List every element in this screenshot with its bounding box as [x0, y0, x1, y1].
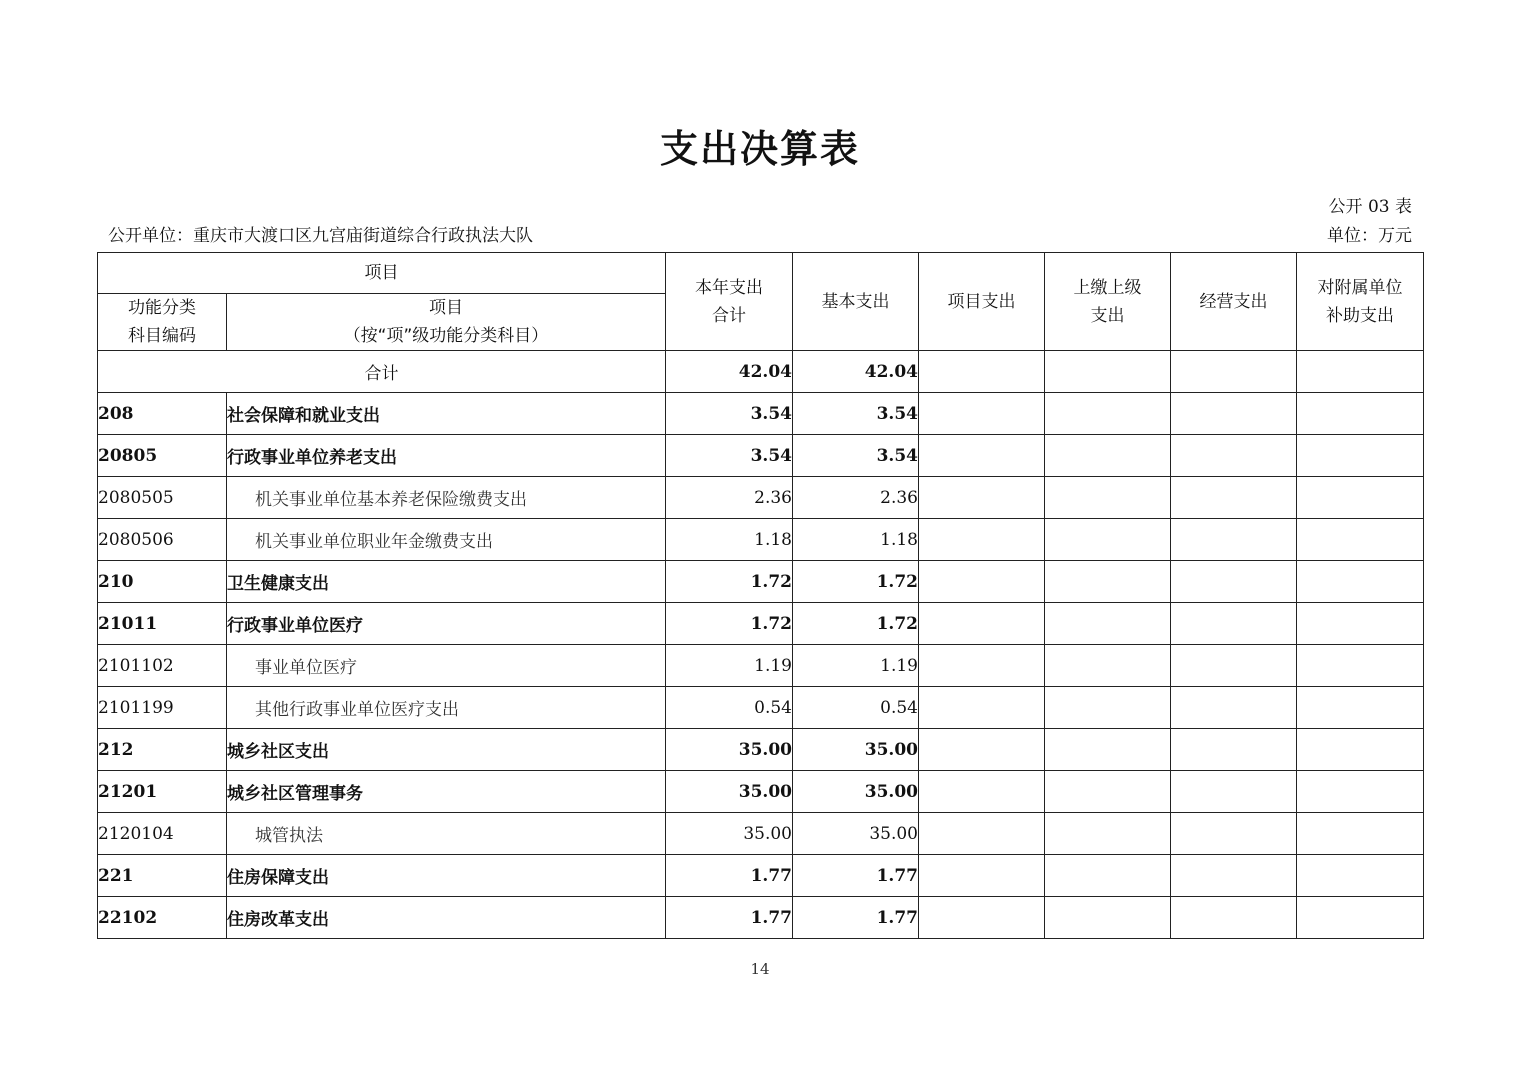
row-project [919, 855, 1045, 897]
row-code: 21011 [98, 603, 227, 645]
row-project [919, 435, 1045, 477]
row-upper [1045, 771, 1171, 813]
total-business [1171, 351, 1297, 393]
table-row [98, 561, 1424, 603]
row-total: 3.54 [666, 435, 793, 477]
row-business [1171, 729, 1297, 771]
table-row [98, 897, 1424, 939]
row-subsidy [1297, 477, 1424, 519]
row-code: 208 [98, 393, 227, 435]
row-code: 2120104 [98, 813, 227, 855]
row-name: 行政事业单位医疗 [227, 603, 666, 645]
row-total: 1.19 [666, 645, 793, 687]
row-project [919, 729, 1045, 771]
table-row [98, 393, 1424, 435]
row-upper [1045, 477, 1171, 519]
row-business [1171, 393, 1297, 435]
page-title: 支出决算表 [659, 127, 860, 171]
row-project [919, 393, 1045, 435]
table-row [98, 729, 1424, 771]
table-row [98, 477, 1424, 519]
row-name: 住房改革支出 [227, 897, 666, 939]
header-code-line1: 功能分类 [128, 298, 196, 318]
row-name: 事业单位医疗 [227, 645, 666, 687]
row-project [919, 519, 1045, 561]
table-body [98, 351, 1424, 939]
page-number: 14 [750, 960, 770, 978]
row-basic: 35.00 [793, 729, 919, 771]
row-project [919, 561, 1045, 603]
row-business [1171, 645, 1297, 687]
row-code: 20805 [98, 435, 227, 477]
row-basic: 1.72 [793, 603, 919, 645]
header-code [98, 294, 227, 351]
row-basic: 35.00 [793, 771, 919, 813]
row-basic: 3.54 [793, 435, 919, 477]
row-business [1171, 897, 1297, 939]
row-code: 2080506 [98, 519, 227, 561]
header-subsidy [1297, 253, 1424, 351]
row-business [1171, 561, 1297, 603]
row-total: 35.00 [666, 729, 793, 771]
row-subsidy [1297, 645, 1424, 687]
row-total: 0.54 [666, 687, 793, 729]
row-basic: 1.19 [793, 645, 919, 687]
table-row [98, 687, 1424, 729]
header-name-line2: （按“项”级功能分类科目） [343, 326, 549, 346]
row-name: 城乡社区支出 [227, 729, 666, 771]
row-upper [1045, 897, 1171, 939]
row-code: 2101199 [98, 687, 227, 729]
table-row [98, 813, 1424, 855]
row-upper [1045, 855, 1171, 897]
row-business [1171, 855, 1297, 897]
row-upper [1045, 435, 1171, 477]
row-basic: 35.00 [793, 813, 919, 855]
row-project [919, 771, 1045, 813]
header-total [666, 253, 793, 351]
table-row [98, 645, 1424, 687]
row-name: 城乡社区管理事务 [227, 771, 666, 813]
row-total: 3.54 [666, 393, 793, 435]
row-subsidy [1297, 813, 1424, 855]
table-row [98, 855, 1424, 897]
row-business [1171, 435, 1297, 477]
row-total: 1.72 [666, 561, 793, 603]
header-total-line1: 本年支出 [695, 277, 763, 298]
total-amount: 42.04 [666, 351, 793, 393]
row-business [1171, 603, 1297, 645]
row-subsidy [1297, 435, 1424, 477]
row-basic: 3.54 [793, 393, 919, 435]
header-item: 项目 [98, 253, 666, 294]
row-code: 22102 [98, 897, 227, 939]
total-basic: 42.04 [793, 351, 919, 393]
table-number: 公开 03 表 [1328, 197, 1412, 217]
row-basic: 1.77 [793, 855, 919, 897]
row-basic: 0.54 [793, 687, 919, 729]
row-name: 卫生健康支出 [227, 561, 666, 603]
header-code-line2: 科目编码 [128, 326, 196, 346]
row-total: 35.00 [666, 771, 793, 813]
total-project [919, 351, 1045, 393]
row-business [1171, 687, 1297, 729]
row-code: 21201 [98, 771, 227, 813]
reporting-unit: 公开单位：重庆市大渡口区九宫庙街道综合行政执法大队 [108, 226, 533, 246]
row-upper [1045, 645, 1171, 687]
total-row [98, 351, 1424, 393]
row-basic: 1.77 [793, 897, 919, 939]
row-subsidy [1297, 855, 1424, 897]
row-name: 机关事业单位基本养老保险缴费支出 [227, 477, 666, 519]
row-subsidy [1297, 687, 1424, 729]
expenditure-table [97, 252, 1424, 939]
table-header [98, 253, 1424, 351]
row-upper [1045, 729, 1171, 771]
header-upper-line2: 支出 [1090, 305, 1125, 326]
row-subsidy [1297, 729, 1424, 771]
row-code: 2101102 [98, 645, 227, 687]
total-upper [1045, 351, 1171, 393]
row-name: 行政事业单位养老支出 [227, 435, 666, 477]
table-row [98, 603, 1424, 645]
row-upper [1045, 813, 1171, 855]
table-row [98, 771, 1424, 813]
row-project [919, 477, 1045, 519]
row-basic: 2.36 [793, 477, 919, 519]
row-subsidy [1297, 897, 1424, 939]
row-project [919, 603, 1045, 645]
row-basic: 1.72 [793, 561, 919, 603]
row-code: 221 [98, 855, 227, 897]
header-project: 项目支出 [919, 253, 1045, 351]
row-subsidy [1297, 519, 1424, 561]
header-name [227, 294, 666, 351]
header-basic: 基本支出 [793, 253, 919, 351]
row-name: 住房保障支出 [227, 855, 666, 897]
row-subsidy [1297, 603, 1424, 645]
row-project [919, 813, 1045, 855]
row-name: 机关事业单位职业年金缴费支出 [227, 519, 666, 561]
row-name: 城管执法 [227, 813, 666, 855]
currency-unit: 单位：万元 [1327, 226, 1412, 246]
row-business [1171, 771, 1297, 813]
row-total: 1.72 [666, 603, 793, 645]
row-code: 212 [98, 729, 227, 771]
row-business [1171, 519, 1297, 561]
total-subsidy [1297, 351, 1424, 393]
row-code: 210 [98, 561, 227, 603]
row-upper [1045, 393, 1171, 435]
row-subsidy [1297, 771, 1424, 813]
row-total: 35.00 [666, 813, 793, 855]
header-business: 经营支出 [1171, 253, 1297, 351]
row-name: 社会保障和就业支出 [227, 393, 666, 435]
total-label: 合计 [98, 351, 666, 393]
row-upper [1045, 561, 1171, 603]
row-project [919, 687, 1045, 729]
header-upper [1045, 253, 1171, 351]
row-upper [1045, 603, 1171, 645]
row-project [919, 897, 1045, 939]
row-total: 1.77 [666, 855, 793, 897]
table-row [98, 435, 1424, 477]
row-upper [1045, 687, 1171, 729]
row-name: 其他行政事业单位医疗支出 [227, 687, 666, 729]
row-total: 2.36 [666, 477, 793, 519]
header-subsidy-line1: 对附属单位 [1317, 277, 1403, 298]
row-project [919, 645, 1045, 687]
row-business [1171, 813, 1297, 855]
row-subsidy [1297, 393, 1424, 435]
row-code: 2080505 [98, 477, 227, 519]
header-subsidy-line2: 补助支出 [1326, 305, 1394, 326]
row-total: 1.18 [666, 519, 793, 561]
header-total-line2: 合计 [712, 305, 746, 326]
row-upper [1045, 519, 1171, 561]
header-name-line1: 项目 [429, 298, 463, 318]
table-row [98, 519, 1424, 561]
row-basic: 1.18 [793, 519, 919, 561]
row-total: 1.77 [666, 897, 793, 939]
row-subsidy [1297, 561, 1424, 603]
row-business [1171, 477, 1297, 519]
header-upper-line1: 上缴上级 [1073, 277, 1142, 298]
